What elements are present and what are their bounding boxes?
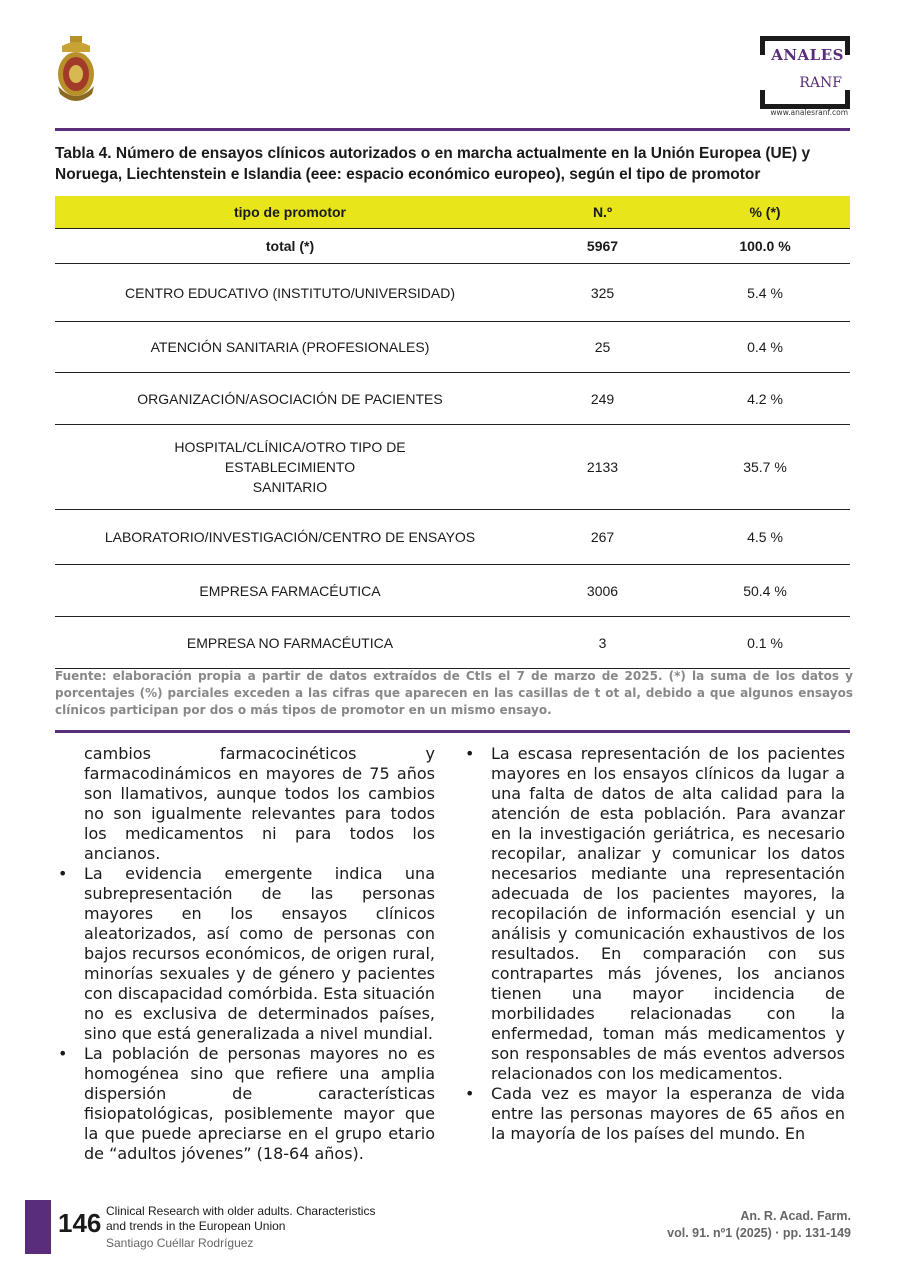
footer-volume: vol. 91. nº1 (2025) · pp. 131-149 (667, 1226, 851, 1240)
table-row (55, 373, 850, 425)
table-row (55, 617, 850, 669)
row-percent: 4.2 % (747, 390, 783, 407)
row-percent: 0.4 % (747, 339, 783, 355)
bullet-item (55, 864, 435, 1044)
column-header-count: N.º (592, 204, 613, 220)
table-row (55, 264, 850, 322)
row-count: 249 (590, 390, 615, 407)
page-number: 146 (58, 1208, 102, 1238)
table-row (55, 510, 850, 565)
table-row (55, 565, 850, 617)
header-divider (55, 128, 850, 131)
bullet-text: La escasa representación de los pacientes mayores en los ensayos clínicos da lugar a una falta de datos de alta calidad para la atención de esta población. Para avanzar en la investigación geriátrica, es necesario recopilar, analizar y comunicar los datos necesarios mediante una representación adecuada de los pacientes mayores, la recopilación de información esencial y un análisis y comunicación exhaustivos de los resultados. En comparación con sus contrapartes más jóvenes, los ancianos tienen una mayor incidencia de morbilidades relacionadas con la enfermedad, toman más medicamentos y son responsables de más eventos adversos relacionados con los medicamentos. (491, 744, 845, 1083)
table-row-total (55, 229, 850, 264)
bullet-item (462, 1084, 845, 1144)
left-text-column (55, 744, 435, 1164)
bullet-item (55, 1044, 435, 1164)
table-caption: Tabla 4. Número de ensayos clínicos autorizados o en marcha actualmente en la Unión Europea (UE) y Noruega, Liechtenstein e Islandia (eee: espacio económico europeo), según el tipo de promotor (55, 145, 811, 183)
footer-title-line: and trends in the European Union (106, 1219, 286, 1233)
row-count: 25 (594, 339, 611, 355)
footer-title-line: Clinical Research with older adults. Characteristics (106, 1204, 376, 1218)
bullet-text: La población de personas mayores no es homogénea sino que refiere una amplia dispersión de características fisiopatológicas, posiblemente mayor que la que puede apreciarse en el grupo etario de “adultos jóvenes” (18-64 años). (84, 1044, 435, 1163)
row-count: 3 (598, 634, 607, 651)
table-source-note: Fuente: elaboración propia a partir de datos extraídos de CtIs el 7 de marzo de 2025. (*) la suma de los datos y porcentajes (%) parciales exceden a las cifras que aparecen en las casillas de t ot al, debido a que algunos ensayos clínicos participan por dos o más tipos de promotor en un mismo ensayo. (55, 669, 853, 717)
academy-crest-logo (52, 34, 100, 106)
logo-subtitle: RANF (799, 75, 842, 91)
row-percent: 0.1 % (747, 634, 783, 651)
paragraph-continuation: cambios farmacocinéticos y farmacodinámicos en mayores de 75 años son llamativos, aunque todos los cambios no son igualmente relevantes para todos los medicamentos ni para todos los ancianos. (84, 744, 435, 863)
total-percent: 100.0 % (739, 238, 791, 254)
bullet-icon: • (465, 744, 475, 763)
promoter-table (55, 196, 850, 669)
table-bottom-divider (55, 730, 850, 733)
row-label: EMPRESA NO FARMACÉUTICA (186, 634, 394, 651)
logo-url: www.analesranf.com (770, 108, 848, 117)
row-percent: 4.5 % (747, 529, 783, 545)
row-label: CENTRO EDUCATIVO (INSTITUTO/UNIVERSIDAD) (124, 284, 456, 301)
row-label-line: ESTABLECIMIENTO (224, 459, 356, 475)
bullet-item (462, 744, 845, 1084)
row-label: LABORATORIO/INVESTIGACIÓN/CENTRO DE ENSAYOS (104, 529, 476, 545)
bullet-icon: • (58, 1044, 68, 1063)
right-text-column (462, 744, 845, 1144)
table-header-row (55, 196, 850, 229)
row-count: 3006 (586, 582, 619, 599)
column-header-percent: % (*) (749, 204, 781, 220)
logo-title: ANALES (771, 46, 844, 64)
total-count: 5967 (586, 238, 619, 254)
table-row (55, 322, 850, 373)
row-count: 325 (590, 284, 615, 301)
row-count: 267 (590, 529, 615, 545)
row-label: ATENCIÓN SANITARIA (PROFESIONALES) (150, 339, 430, 355)
row-count: 2133 (586, 459, 619, 475)
bullet-icon: • (465, 1084, 475, 1103)
row-label: EMPRESA FARMACÉUTICA (199, 582, 381, 599)
footer-article-title (106, 1204, 375, 1234)
bullet-icon: • (58, 864, 68, 883)
anales-ranf-logo (730, 36, 852, 120)
row-label-line: HOSPITAL/CLÍNICA/OTRO TIPO DE (174, 439, 406, 455)
row-label-line: SANITARIO (252, 479, 328, 495)
footer-accent-bar (25, 1200, 51, 1254)
total-label: total (*) (265, 238, 315, 254)
row-percent: 5.4 % (747, 284, 783, 301)
footer-author: Santiago Cuéllar Rodríguez (106, 1236, 254, 1250)
footer-journal: An. R. Acad. Farm. (740, 1209, 851, 1223)
bullet-text: Cada vez es mayor la esperanza de vida entre las personas mayores de 65 años en la mayoría de los países del mundo. En (491, 1084, 845, 1143)
row-percent: 35.7 % (743, 459, 787, 475)
bullet-text: La evidencia emergente indica una subrepresentación de las personas mayores en los ensayos clínicos aleatorizados, así como de personas con bajos recursos económicos, de origen rural, minorías sexuales y de género y pacientes con discapacidad comórbida. Esta situación no es exclusiva de determinados países, sino que está generalizada a nivel mundial. (84, 864, 435, 1043)
footer-journal-info (667, 1208, 851, 1242)
table-row (55, 425, 850, 510)
row-percent: 50.4 % (743, 582, 787, 599)
row-label (55, 437, 525, 497)
row-label: ORGANIZACIÓN/ASOCIACIÓN DE PACIENTES (137, 390, 443, 407)
column-header-promoter: tipo de promotor (234, 204, 346, 220)
